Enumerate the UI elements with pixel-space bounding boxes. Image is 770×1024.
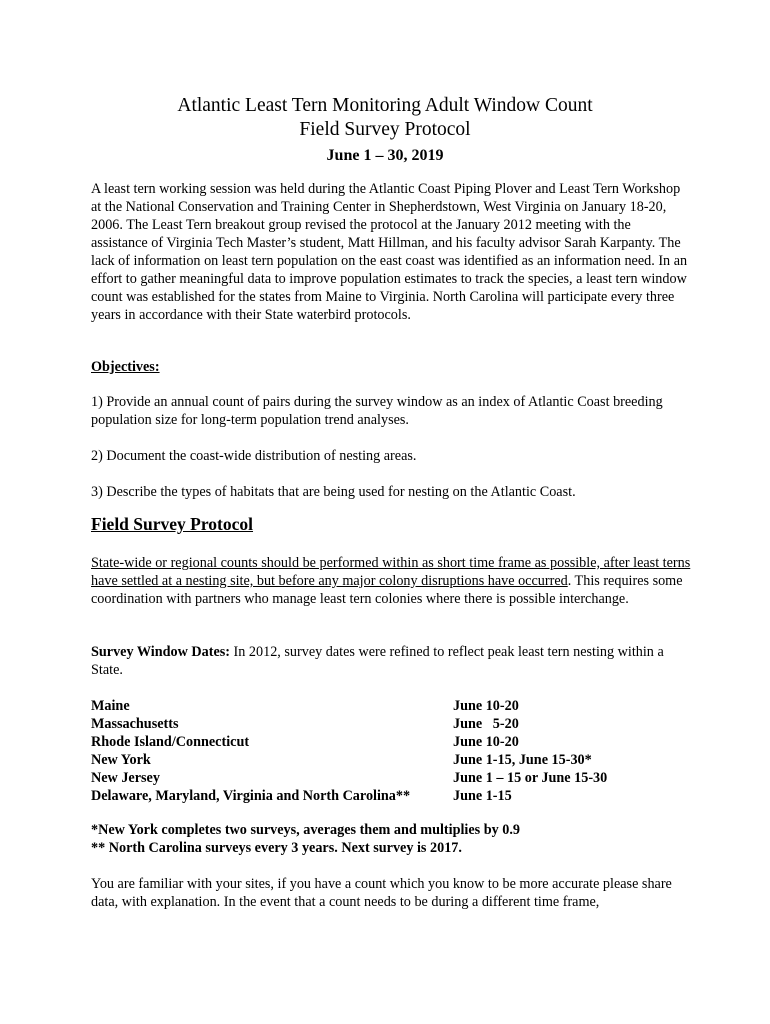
state-dates-table	[91, 697, 691, 805]
state-name: Rhode Island/Connecticut	[91, 734, 250, 750]
state-row	[91, 715, 607, 733]
state-name: Maine	[91, 698, 130, 714]
state-row	[91, 751, 607, 769]
field-survey-continuation: This requires some coordination with partners who manage least tern colonies where there is possible interchange.	[91, 573, 683, 607]
objective-item-3: 3) Describe the types of habitats that are being used for nesting on the Atlantic Coast.	[91, 484, 576, 500]
state-row	[91, 697, 607, 715]
state-name: Massachusetts	[91, 716, 179, 732]
north-carolina-note: ** North Carolina surveys every 3 years. Next survey is 2017.	[91, 840, 462, 856]
new-york-note: *New York completes two surveys, averages them and multiplies by 0.9	[91, 822, 521, 838]
field-survey-heading: Field Survey Protocol	[91, 514, 254, 534]
state-dates: June 5-20	[453, 716, 519, 732]
state-row	[91, 787, 607, 805]
closing-paragraph: You are familiar with your sites, if you have a count which you know to be more accurate please share data, with explanation. In the event that a count needs to be during a different time frame,	[91, 876, 672, 910]
survey-dates: June 1 – 30, 2019	[326, 147, 444, 164]
survey-window-paragraph	[91, 643, 691, 679]
state-name: New York	[91, 752, 151, 768]
state-name: New Jersey	[91, 770, 160, 786]
state-dates: June 1 – 15 or June 15-30	[453, 770, 608, 786]
title-block	[0, 94, 770, 167]
state-row	[91, 769, 607, 787]
state-dates: June 1-15, June 15-30*	[453, 752, 592, 768]
document-subtitle: Field Survey Protocol	[299, 119, 471, 140]
state-name: Delaware, Maryland, Virginia and North Carolina**	[91, 788, 411, 804]
document-title: Atlantic Least Tern Monitoring Adult Window Count	[177, 95, 593, 116]
objective-item-1: 1) Provide an annual count of pairs during the survey window as an index of Atlantic Coast breeding population size for long-term population trend analyses.	[91, 394, 663, 428]
field-survey-paragraph	[91, 554, 691, 608]
state-dates: June 10-20	[453, 698, 519, 714]
survey-window-text: In 2012, survey dates were refined to reflect peak least tern nesting within a State.	[91, 644, 664, 678]
state-row	[91, 733, 607, 751]
state-dates: June 1-15	[453, 788, 512, 804]
field-survey-emphasis: State-wide or regional counts should be performed within as short time frame as possible, after least terns have settled at a nesting site, but before any major colony disruptions have occurred	[91, 555, 691, 589]
intro-paragraph: A least tern working session was held during the Atlantic Coast Piping Plover and Least Tern Workshop at the National Conservation and Training Center in Shepherdstown, West Virginia on January 18-20, 2006. The Least Tern breakout group revised the protocol at the January 2012 meeting with the assistance of Virginia Tech Master’s student, Matt Hillman, and his faculty advisor Sarah Karpanty. The lack of information on least tern population on the east coast was identified as an information need. In an effort to gather meaningful data to improve population estimates to track the species, a least tern window count was established for the states from Maine to Virginia. North Carolina will participate every three years in accordance with their State waterbird protocols.	[91, 181, 688, 323]
field-survey-period: .	[567, 573, 572, 589]
objectives-heading: Objectives:	[91, 359, 160, 375]
survey-window-label: Survey Window Dates:	[91, 644, 230, 660]
objective-item-2: 2) Document the coast-wide distribution of nesting areas.	[91, 448, 417, 464]
state-dates: June 10-20	[453, 734, 519, 750]
